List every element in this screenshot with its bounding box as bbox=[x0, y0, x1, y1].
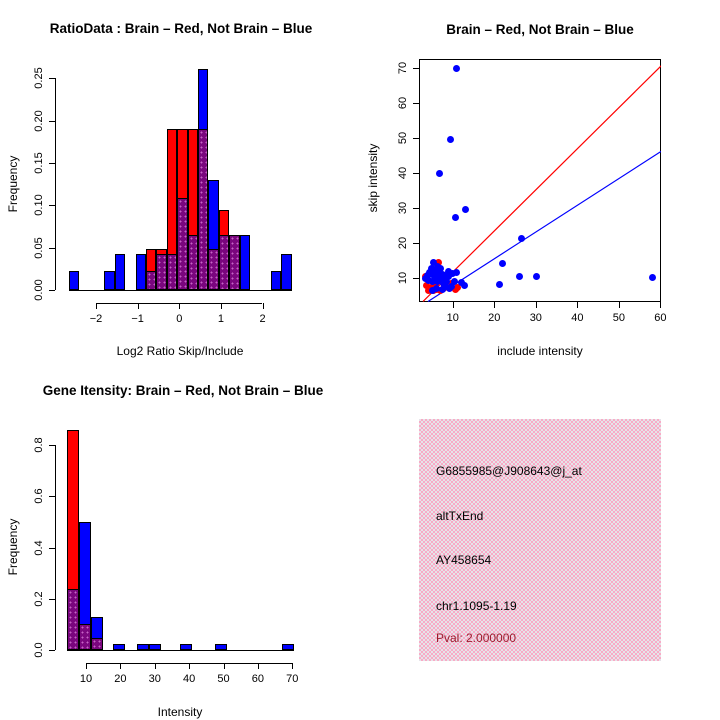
x-tick-label: 70 bbox=[286, 672, 299, 685]
x-tick-label: 50 bbox=[612, 311, 625, 324]
x-tick-label: 50 bbox=[217, 672, 230, 685]
y-tick-label: 0.0 bbox=[32, 642, 45, 658]
y-tick-label: 0.15 bbox=[32, 152, 45, 174]
x-tick-mark bbox=[138, 303, 139, 309]
overlap-bar bbox=[229, 235, 239, 290]
x-tick-label: 20 bbox=[114, 672, 127, 685]
overlap-bar bbox=[219, 235, 229, 290]
blue-point bbox=[458, 279, 465, 286]
x-tick-label: −1 bbox=[131, 312, 144, 325]
x-tick-mark bbox=[263, 303, 264, 309]
y-tick-mark bbox=[49, 121, 55, 122]
blue-point bbox=[518, 235, 525, 242]
blue-point bbox=[496, 281, 503, 288]
blue-bar bbox=[271, 271, 281, 290]
histogram-baseline bbox=[69, 290, 292, 291]
overlap-bar bbox=[198, 129, 208, 290]
y-tick-mark bbox=[49, 445, 55, 446]
blue-point bbox=[436, 170, 443, 177]
y-tick-mark bbox=[49, 290, 55, 291]
blue-bar bbox=[69, 271, 79, 290]
overlap-bar bbox=[146, 271, 156, 290]
x-tick-mark bbox=[155, 663, 156, 669]
scatter-xlabel: include intensity bbox=[497, 344, 583, 358]
y-tick-label: 50 bbox=[397, 131, 410, 145]
x-tick-label: 60 bbox=[251, 672, 264, 685]
blue-point bbox=[452, 214, 459, 221]
overlap-bar bbox=[177, 198, 187, 290]
blue-bar bbox=[115, 254, 125, 290]
y-tick-mark bbox=[49, 248, 55, 249]
x-tick-mark bbox=[224, 663, 225, 669]
overlap-bar bbox=[188, 235, 198, 290]
y-tick-label: 30 bbox=[397, 201, 410, 214]
y-tick-mark bbox=[413, 68, 419, 69]
x-tick-mark bbox=[179, 303, 180, 309]
blue-bar bbox=[104, 271, 114, 290]
y-tick-label: 0.25 bbox=[32, 67, 45, 90]
blue-point bbox=[445, 273, 452, 280]
y-tick-mark bbox=[49, 496, 55, 497]
y-tick-mark bbox=[49, 205, 55, 206]
chromosome-text: chr1.1095-1.19 bbox=[436, 599, 517, 613]
y-tick-mark bbox=[413, 243, 419, 244]
x-tick-label: 1 bbox=[217, 312, 224, 325]
y-axis-line bbox=[55, 445, 56, 650]
ratio-histogram-xlabel: Log2 Ratio Skip/Include bbox=[116, 344, 244, 358]
x-tick-mark bbox=[494, 302, 495, 308]
blue-point bbox=[649, 274, 656, 281]
y-tick-label: 0.10 bbox=[32, 194, 45, 217]
blue-point bbox=[533, 273, 540, 280]
gene-histogram-title: Gene Itensity: Brain – Red, Not Brain – Blue bbox=[42, 383, 324, 398]
y-tick-mark bbox=[49, 548, 55, 549]
y-tick-label: 0.00 bbox=[32, 279, 45, 301]
gene-info-panel bbox=[419, 419, 661, 661]
x-tick-label: −2 bbox=[89, 312, 103, 325]
blue-point bbox=[462, 206, 469, 213]
blue-point bbox=[439, 286, 446, 293]
y-axis-line bbox=[55, 78, 56, 290]
gene-histogram-ylabel: Frequency bbox=[6, 518, 20, 576]
y-tick-mark bbox=[49, 78, 55, 79]
y-tick-label: 0.05 bbox=[32, 236, 45, 259]
blue-point bbox=[429, 287, 436, 294]
blue-bar bbox=[281, 254, 291, 290]
accession-text: AY458654 bbox=[436, 553, 492, 567]
y-tick-label: 20 bbox=[397, 236, 410, 249]
y-tick-mark bbox=[49, 599, 55, 600]
overlap-bar bbox=[156, 254, 166, 290]
overlap-bar bbox=[67, 589, 79, 651]
x-tick-mark bbox=[453, 302, 454, 308]
y-tick-label: 10 bbox=[397, 271, 410, 284]
ratio-histogram-ylabel: Frequency bbox=[6, 155, 20, 213]
y-tick-label: 0.8 bbox=[32, 437, 45, 453]
y-tick-mark bbox=[413, 208, 419, 209]
blue-point bbox=[499, 260, 506, 267]
histogram-baseline bbox=[67, 650, 294, 651]
x-tick-label: 0 bbox=[176, 312, 183, 325]
probe-id-text: G6855985@J908643@j_at bbox=[436, 464, 582, 478]
x-tick-mark bbox=[120, 663, 121, 669]
x-tick-mark bbox=[536, 302, 537, 308]
x-tick-mark bbox=[577, 302, 578, 308]
x-tick-label: 40 bbox=[182, 672, 196, 685]
y-tick-mark bbox=[413, 138, 419, 139]
y-tick-mark bbox=[413, 103, 419, 104]
blue-point bbox=[453, 65, 460, 72]
blue-bar bbox=[240, 235, 250, 290]
scatter-fit-lines bbox=[419, 59, 661, 301]
x-tick-mark bbox=[96, 303, 97, 309]
x-tick-label: 2 bbox=[259, 312, 266, 325]
scatter-ylabel: skip intensity bbox=[366, 143, 380, 213]
pval-text: Pval: 2.000000 bbox=[436, 631, 517, 645]
x-tick-mark bbox=[258, 663, 259, 669]
x-tick-label: 30 bbox=[148, 672, 161, 685]
y-tick-label: 0.20 bbox=[32, 109, 45, 132]
x-tick-label: 40 bbox=[571, 311, 584, 324]
overlap-bar bbox=[91, 638, 103, 650]
y-tick-label: 40 bbox=[397, 166, 410, 179]
y-tick-mark bbox=[49, 163, 55, 164]
y-tick-label: 70 bbox=[397, 61, 410, 75]
blue-bar bbox=[136, 254, 146, 290]
scatter-title: Brain – Red, Not Brain – Blue bbox=[446, 22, 634, 37]
y-tick-label: 0.2 bbox=[32, 591, 45, 607]
splice-type-text: altTxEnd bbox=[436, 509, 484, 523]
x-tick-mark bbox=[86, 663, 87, 669]
x-tick-label: 60 bbox=[654, 311, 667, 324]
y-tick-mark bbox=[413, 278, 419, 279]
gene-histogram-xlabel: Intensity bbox=[157, 705, 203, 719]
x-tick-mark bbox=[189, 663, 190, 669]
overlap-bar bbox=[79, 624, 91, 650]
x-tick-label: 10 bbox=[79, 672, 93, 685]
y-tick-label: 0.4 bbox=[32, 539, 45, 556]
x-tick-label: 10 bbox=[446, 311, 459, 324]
red-fit-line bbox=[423, 66, 661, 302]
y-tick-mark bbox=[49, 650, 55, 651]
ratio-histogram-title: RatioData : Brain – Red, Not Brain – Blue bbox=[49, 21, 313, 36]
y-tick-label: 60 bbox=[397, 96, 410, 110]
x-tick-label: 30 bbox=[529, 311, 542, 324]
x-tick-mark bbox=[660, 302, 661, 308]
x-tick-mark bbox=[292, 663, 293, 669]
x-tick-label: 20 bbox=[488, 311, 501, 324]
y-tick-label: 0.6 bbox=[32, 488, 45, 504]
x-tick-mark bbox=[221, 303, 222, 309]
overlap-bar bbox=[208, 249, 218, 290]
x-tick-mark bbox=[619, 302, 620, 308]
y-tick-mark bbox=[413, 173, 419, 174]
overlap-bar bbox=[167, 254, 177, 290]
